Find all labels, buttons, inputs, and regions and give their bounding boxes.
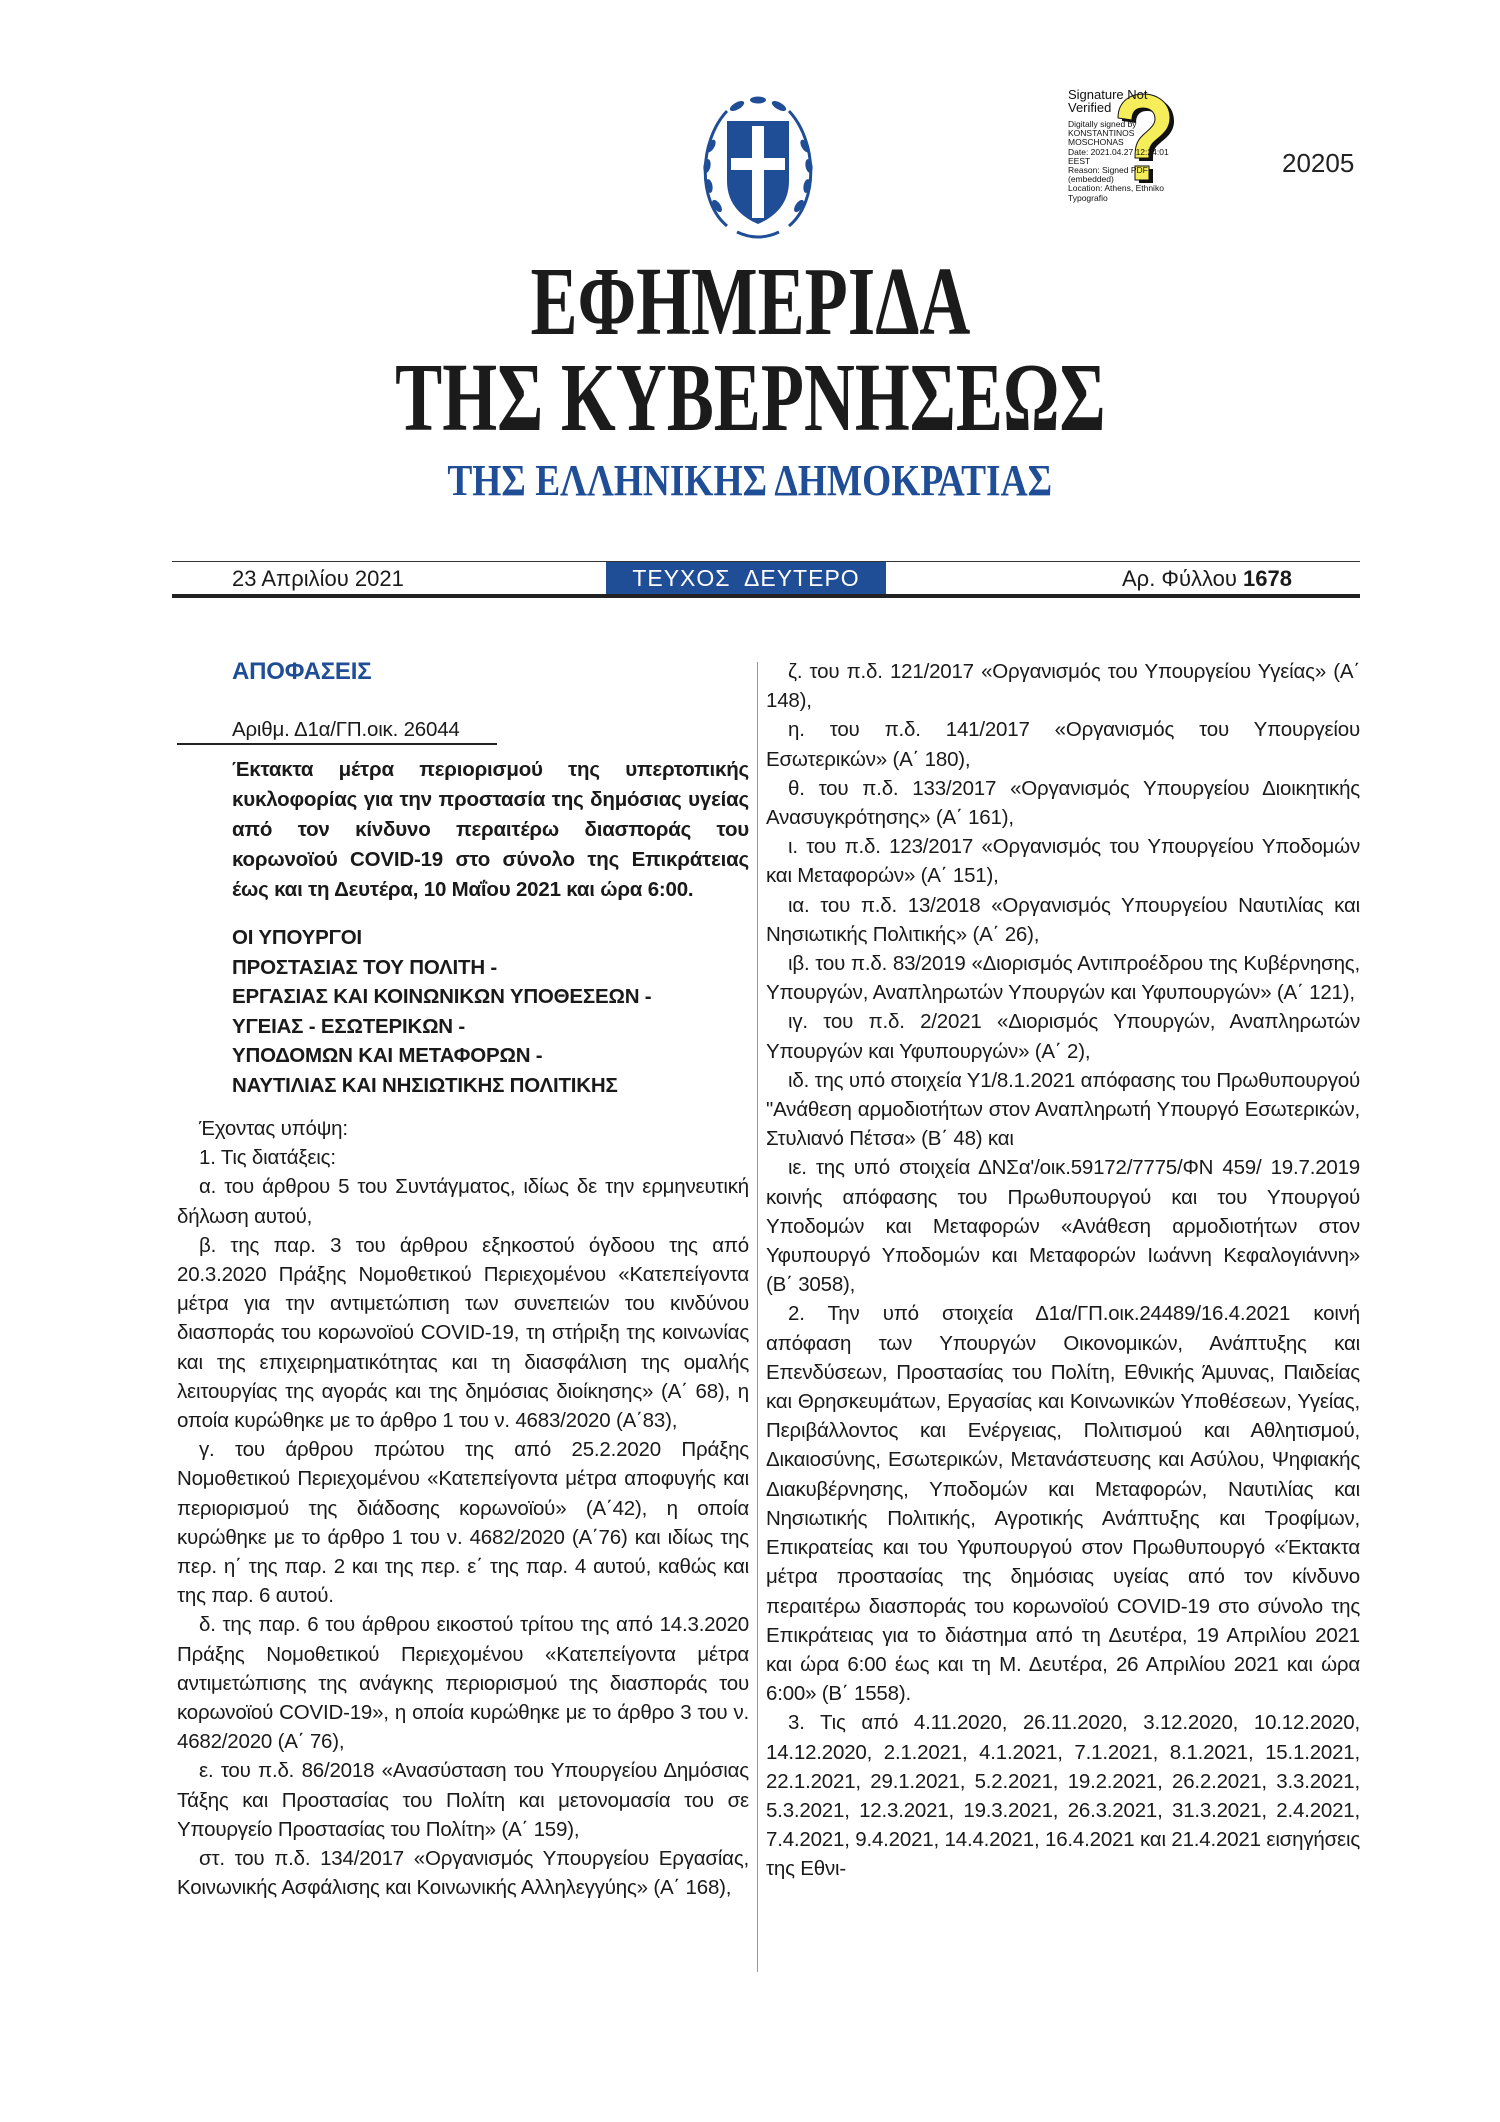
paragraph: στ. του π.δ. 134/2017 «Οργανισμός Υπουργείου Εργασίας, Κοινωνικής Ασφάλισης και Κοινωνικής Αλληλεγγύης» (Α΄ 168), bbox=[177, 1847, 749, 1900]
minister-line: ΥΠΟΔΟΜΩΝ ΚΑΙ ΜΕΤΑΦΟΡΩΝ - bbox=[232, 1044, 543, 1067]
paragraph: β. της παρ. 3 του άρθρου εξηκοστού όγδοου της από 20.3.2020 Πράξης Νομοθετικού Περιεχομένου «Κατεπείγοντα μέτρα για την αντιμετώπιση των συνεπειών του κινδύνου διασποράς του κορωνοϊού COVID-19, τη στήριξη της κοινωνίας και της επιχειρηματικότητας και τη διασφάλιση της ομαλής λειτουργίας της αγοράς και της δημόσιας διοίκησης» (Α΄ 68), η οποία κυρώθηκε με το άρθρο 1 του ν. 4683/2020 (Α΄83), bbox=[177, 1233, 749, 1433]
issue-series-badge: ΤΕΥΧΟΣ ΔΕΥΤΕΡΟ bbox=[606, 562, 886, 595]
paragraph: ιε. της υπό στοιχεία ΔΝΣα'/οικ.59172/7775/ΦΝ 459/ 19.7.2019 κοινής απόφασης του Πρωθυπουργού και του Υπουργού Υποδομών και Μεταφορών «Ανάθεση αρμοδιοτήτων στον Υφυπουργό Υποδομών και Μεταφορών Ιωάννη Κεφαλογιάννη» (Β΄ 3058), bbox=[766, 1156, 1360, 1297]
header-rule-bottom bbox=[172, 594, 1360, 598]
minister-line: ΥΓΕΙΑΣ - ΕΣΩΤΕΡΙΚΩΝ - bbox=[232, 1014, 466, 1038]
masthead-line: ΤΗΣ ΕΛΛΗΝΙΚΗΣ ΔΗΜΟΚΡΑΤΙΑΣ bbox=[447, 456, 1053, 505]
masthead-title bbox=[0, 248, 1500, 356]
minister-line: ΝΑΥΤΙΛΙΑΣ ΚΑΙ ΝΗΣΙΩΤΙΚΗΣ ΠΟΛΙΤΙΚΗΣ bbox=[232, 1073, 618, 1097]
paragraph: 1. Τις διατάξεις: bbox=[199, 1146, 336, 1170]
column-divider bbox=[757, 662, 758, 1972]
paragraph: Έχοντας υπόψη: bbox=[199, 1117, 348, 1140]
paragraph: ιγ. του π.δ. 2/2021 «Διορισμός Υπουργών, Αναπληρωτών Υπουργών και Υφυπουργών» (Α΄ 2), bbox=[766, 1010, 1360, 1063]
signature-line: Digitally signed by bbox=[1068, 119, 1137, 129]
signature-line: Location: Athens, Ethniko bbox=[1068, 183, 1164, 194]
signature-line: KONSTANTINOS bbox=[1068, 128, 1135, 139]
section-heading: ΑΠΟΦΑΣΕΙΣ bbox=[232, 658, 372, 685]
digital-signature-stamp bbox=[1068, 88, 1208, 204]
masthead-line: ΤΗΣ ΚΥΒΕΡΝΗΣΕΩΣ bbox=[394, 344, 1106, 452]
ministers-block bbox=[232, 923, 749, 1100]
masthead-subtitle bbox=[0, 456, 1500, 506]
signature-line: Reason: Signed PDF bbox=[1068, 165, 1148, 176]
sheet-number-value: 1678 bbox=[1243, 566, 1292, 591]
signature-line: (embedded) bbox=[1068, 174, 1114, 185]
paragraph: η. του π.δ. 141/2017 «Οργανισμός του Υπουργείου Εσωτερικών» (Α΄ 180), bbox=[766, 718, 1360, 771]
emblem-icon bbox=[697, 86, 819, 242]
sheet-label: Αρ. Φύλλου bbox=[1122, 566, 1244, 591]
signature-line: MOSCHONAS bbox=[1068, 137, 1124, 148]
paragraph: ε. του π.δ. 86/2018 «Ανασύσταση του Υπουργείου Δημόσιας Τάξης και Προστασίας του Πολίτη και μετονομασία του σε Υπουργείο Προστασίας του Πολίτη» (Α΄ 159), bbox=[177, 1759, 749, 1841]
decision-number: Αριθμ. Δ1α/ΓΠ.οικ. 26044 bbox=[232, 718, 460, 741]
paragraph: 2. Την υπό στοιχεία Δ1α/ΓΠ.οικ.24489/16.4.2021 κοινή απόφαση των Υπουργών Οικονομικών, Ανάπτυξης και Επενδύσεων, Προστασίας του Πολίτη, Εθνικής Άμυνας, Παιδείας και Θρησκευμάτων, Εργασίας και Κοινωνικών Υποθέσεων, Υγείας, Περιβάλλοντος και Ενέργειας, Πολιτισμού και Αθλητισμού, Δικαιοσύνης, Εσωτερικών, Μετανάστευσης και Ασύλου, Ψηφιακής Διακυβέρνησης, Υποδομών και Μεταφορών, Ναυτιλίας και Νησιωτικής Πολιτικής, Αγροτικής Ανάπτυξης και Τροφίμων, Επικρατείας και του Υφυπουργού στον Πρωθυπουργό «Έκτακτα μέτρα προστασίας της δημόσιας υγείας από τον κίνδυνο περαιτέρω διασποράς του κορωνοϊού COVID-19 στο σύνολο της Επικράτειας για το διάστημα από τη Δευτέρα, 19 Απριλίου 2021 και ώρα 6:00 έως και τη Μ. Δευτέρα, 26 Απριλίου 2021 και ώρα 6:00» (Β΄ 1558). bbox=[766, 1302, 1360, 1706]
decision-title: Έκτακτα μέτρα περιορισμού της υπερτοπικής κυκλοφορίας για την προστασία της δημόσιας υγείας από τον κίνδυνο περαιτέρω διασποράς του κορωνοϊού COVID-19 στο σύνολο της Επικράτειας έως και τη Δευτέρα, 10 Μαΐου 2021 και ώρα 6:00. bbox=[232, 758, 749, 901]
page-number: 20205 bbox=[1282, 148, 1355, 178]
paragraph: ιδ. της υπό στοιχεία Υ1/8.1.2021 απόφασης του Πρωθυπουργού "Ανάθεση αρμοδιοτήτων στον Αναπληρωτή Υπουργό Εσωτερικών, Στυλιανό Πέτσα» (Β΄ 48) και bbox=[766, 1068, 1360, 1151]
signature-details bbox=[1068, 120, 1208, 203]
signature-line: Typografio bbox=[1068, 192, 1108, 203]
signature-status: Signature Not Verified bbox=[1068, 87, 1148, 115]
paragraph: ιβ. του π.δ. 83/2019 «Διορισμός Αντιπροέδρου της Κυβέρνησης, Υπουργών, Αναπληρωτών Υπουργών και Υφυπουργών» (Α΄ 121), bbox=[766, 952, 1360, 1005]
right-column bbox=[766, 657, 1360, 1884]
paragraph: θ. του π.δ. 133/2017 «Οργανισμός Υπουργείου Διοικητικής Ανασυγκρότησης» (Α΄ 161), bbox=[766, 776, 1360, 830]
masthead-line: ΕΦΗΜΕΡΙΔΑ bbox=[530, 248, 970, 356]
paragraph: ζ. του π.δ. 121/2017 «Οργανισμός του Υπουργείου Υγείας» (Α΄ 148), bbox=[766, 660, 1360, 713]
paragraph: ι. του π.δ. 123/2017 «Οργανισμός του Υπουργείου Υποδομών και Μεταφορών» (Α΄ 151), bbox=[766, 835, 1360, 888]
issue-date: 23 Απριλίου 2021 bbox=[232, 566, 404, 591]
signature-line: Date: 2021.04.27 12:24:01 bbox=[1068, 146, 1169, 157]
signature-line: EEST bbox=[1068, 155, 1091, 166]
paragraph: δ. της παρ. 6 του άρθρου εικοστού τρίτου της από 14.3.2020 Πράξης Νομοθετικού Περιεχομένου «Κατεπείγοντα μέτρα αντιμετώπισης της ανάγκης περιορισμού της διασποράς του κορωνοϊού COVID-19», η οποία κυρώθηκε με το άρθρο 3 του ν. 4682/2020 (Α΄ 76), bbox=[177, 1613, 749, 1754]
greek-coat-of-arms-emblem bbox=[697, 86, 819, 242]
paragraph: α. του άρθρου 5 του Συντάγματος, ιδίως δε την ερμηνευτική δήλωση αυτού, bbox=[177, 1175, 749, 1228]
minister-line: ΠΡΟΣΤΑΣΙΑΣ ΤΟΥ ΠΟΛΙΤΗ - bbox=[232, 955, 498, 979]
paragraph: 3. Τις από 4.11.2020, 26.11.2020, 3.12.2020, 10.12.2020, 14.12.2020, 2.1.2021, 4.1.2021, 7.1.2021, 8.1.2021, 15.1.2021, 22.1.2021, 29.1.2021, 5.2.2021, 19.2.2021, 26.2.2021, 3.3.2021, 5.3.2021, 12.3.2021, 19.3.2021, 26.3.2021, 31.3.2021, 2.4.2021, 7.4.2021, 9.4.2021, 14.4.2021, 16.4.2021 και 21.4.2021 εισηγήσεις της Εθνι- bbox=[766, 1711, 1360, 1881]
sheet-number bbox=[1122, 564, 1292, 594]
masthead-title-2 bbox=[0, 344, 1500, 452]
left-column bbox=[177, 657, 749, 1902]
minister-line: ΟΙ ΥΠΟΥΡΓΟΙ bbox=[232, 926, 362, 949]
minister-line: ΕΡΓΑΣΙΑΣ ΚΑΙ ΚΟΙΝΩΝΙΚΩΝ ΥΠΟΘΕΣΕΩΝ - bbox=[232, 985, 652, 1008]
paragraph: ια. του π.δ. 13/2018 «Οργανισμός Υπουργείου Ναυτιλίας και Νησιωτικής Πολιτικής» (Α΄ 26), bbox=[766, 893, 1360, 946]
paragraph: γ. του άρθρου πρώτου της από 25.2.2020 Πράξης Νομοθετικού Περιεχομένου «Κατεπείγοντα μέτρα αποφυγής και περιορισμού της διάδοσης κορωνοϊού» (Α΄42), η οποία κυρώθηκε με το άρθρο 1 του ν. 4682/2020 (Α΄76) και ιδίως της περ. η΄ της παρ. 2 και της περ. ε΄ της παρ. 4 αυτού, καθώς και της παρ. 6 αυτού. bbox=[177, 1438, 749, 1608]
